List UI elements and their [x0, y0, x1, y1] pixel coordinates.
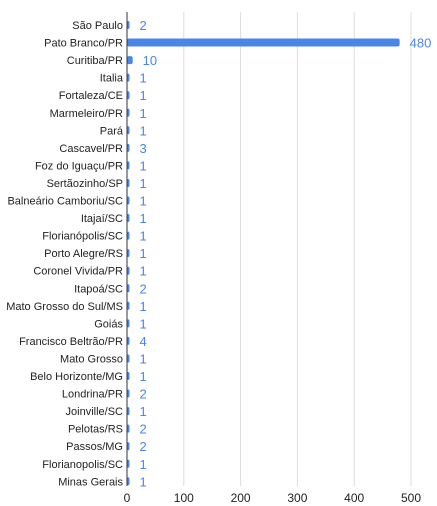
category-label: Cascavel/PR — [59, 142, 123, 155]
data-label: 1 — [139, 211, 147, 227]
data-label: 1 — [139, 105, 147, 121]
category-label: Pará — [99, 125, 123, 138]
category-label: Mato Grosso — [60, 353, 123, 366]
data-label: 1 — [139, 228, 147, 244]
category-label: Florianópolis/SC — [42, 230, 123, 243]
data-label: 1 — [139, 351, 147, 367]
category-label: Londrina/PR — [61, 388, 123, 401]
data-label: 1 — [139, 369, 147, 384]
data-label: 1 — [139, 474, 147, 490]
category-label: Fortaleza/CE — [58, 90, 123, 103]
category-label: Coronel Vivida/PR — [33, 265, 123, 278]
x-tick-label: 200 — [230, 491, 251, 505]
category-label: Francisco Beltrão/PR — [19, 335, 123, 348]
category-label: Pato Branco/PR — [44, 37, 123, 50]
data-label: 2 — [139, 18, 147, 33]
category-label: Joinville/SC — [65, 406, 123, 419]
category-label: Belo Horizonte/MG — [30, 371, 123, 383]
data-label: 2 — [139, 421, 147, 437]
data-label: 1 — [139, 123, 147, 139]
category-labels — [6, 20, 124, 488]
grid-lines — [184, 12, 411, 486]
category-label: São Paulo — [72, 20, 123, 32]
category-label: Itajaí/SC — [80, 213, 123, 226]
x-tick-label: 400 — [344, 491, 365, 505]
data-label: 10 — [142, 53, 158, 69]
data-label: 1 — [139, 263, 147, 279]
x-axis-tick-labels — [124, 491, 422, 505]
data-label: 1 — [139, 175, 147, 191]
category-label: Minas Gerais — [58, 476, 123, 489]
category-label: Florianopolis/SC — [42, 458, 123, 471]
data-label: 480 — [409, 35, 432, 51]
data-label: 1 — [139, 456, 147, 472]
category-label: Marmeleiro/PR — [49, 107, 123, 120]
bars — [127, 21, 400, 485]
data-label: 2 — [139, 281, 147, 297]
category-label: Itapoá/SC — [74, 283, 123, 296]
x-tick-label: 500 — [400, 491, 422, 505]
category-label: Goiás — [94, 318, 123, 331]
data-label: 1 — [139, 246, 147, 262]
data-label: 1 — [139, 193, 147, 209]
category-label: Curitiba/PR — [66, 55, 123, 68]
category-label: Mato Grosso do Sul/MS — [6, 300, 123, 313]
category-label: Balneário Camboriu/SC — [7, 195, 123, 208]
data-label: 1 — [139, 298, 147, 314]
data-label: 1 — [139, 70, 147, 86]
data-label: 3 — [139, 140, 147, 156]
x-tick-label: 100 — [173, 491, 194, 505]
bar — [127, 39, 400, 47]
category-label: Italia — [99, 72, 123, 85]
data-label: 4 — [139, 333, 147, 349]
data-label: 1 — [139, 158, 147, 174]
data-label: 1 — [139, 316, 147, 332]
data-label: 1 — [139, 88, 147, 104]
category-label: Foz do Iguaçu/PR — [34, 160, 123, 173]
data-label: 2 — [139, 439, 147, 455]
bar — [127, 56, 133, 64]
data-label: 1 — [139, 404, 147, 420]
data-labels — [140, 18, 432, 489]
category-label: Porto Alegre/RS — [44, 248, 123, 261]
x-tick-label: 300 — [287, 491, 308, 505]
data-label: 2 — [139, 386, 147, 402]
x-tick-label: 0 — [123, 491, 131, 505]
category-label: Pelotas/RS — [67, 423, 123, 436]
category-label: Sertãozinho/SP — [46, 177, 123, 190]
category-label: Passos/MG — [66, 441, 123, 454]
